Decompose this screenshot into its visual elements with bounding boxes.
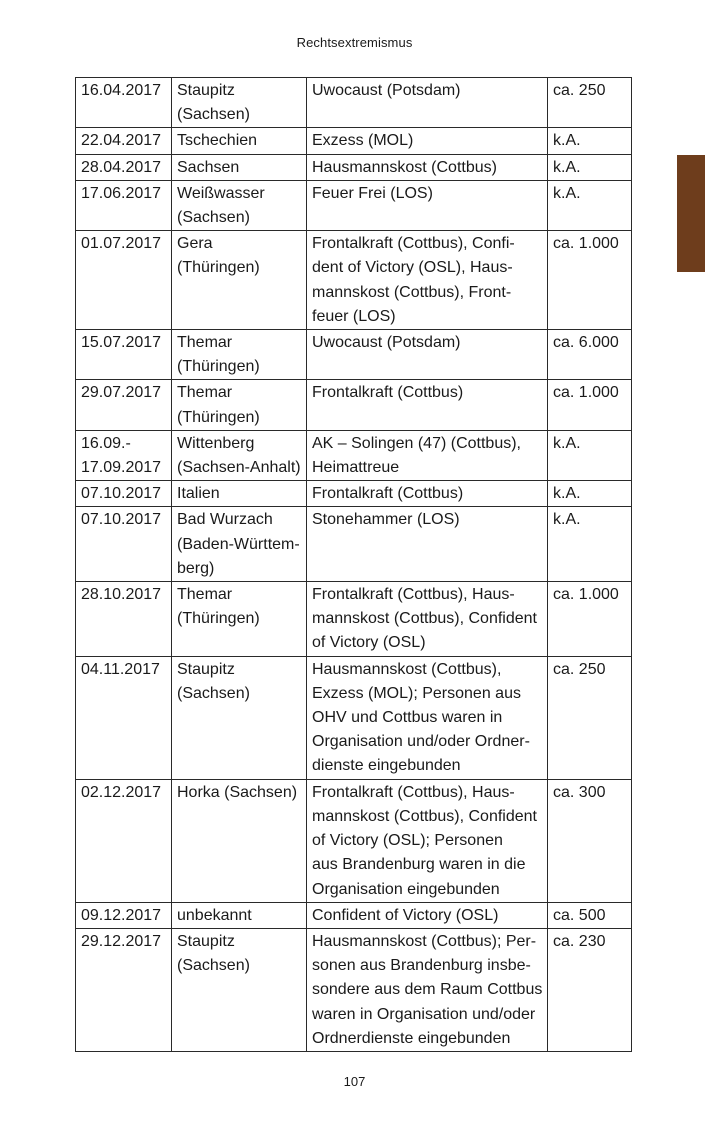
date-cell: 16.09.- 17.09.2017 <box>76 430 172 480</box>
date-cell: 17.06.2017 <box>76 180 172 230</box>
table-row <box>76 154 632 180</box>
bands-cell: AK – Solingen (47) (Cottbus), Heimattreue <box>307 430 548 480</box>
attendance-cell: ca. 1.000 <box>548 231 632 330</box>
place-cell: Staupitz (Sachsen) <box>172 656 307 779</box>
attendance-cell: k.A. <box>548 430 632 480</box>
bands-cell: Feuer Frei (LOS) <box>307 180 548 230</box>
bands-cell: Frontalkraft (Cottbus), Haus- mannskost (Cottbus), Confident of Victory (OSL); Personen aus Brandenburg waren in die Organisation eingebunden <box>307 779 548 902</box>
bands-cell: Exzess (MOL) <box>307 128 548 154</box>
place-cell: Horka (Sachsen) <box>172 779 307 902</box>
date-cell: 01.07.2017 <box>76 231 172 330</box>
date-cell: 28.10.2017 <box>76 582 172 657</box>
attendance-cell: ca. 1.000 <box>548 582 632 657</box>
place-cell: Themar (Thüringen) <box>172 330 307 380</box>
date-cell: 15.07.2017 <box>76 330 172 380</box>
bands-cell: Hausmannskost (Cottbus); Per- sonen aus Brandenburg insbe- sondere aus dem Raum Cottbus waren in Organisation und/oder Ordnerdienste eingebunden <box>307 928 548 1051</box>
bands-cell: Frontalkraft (Cottbus) <box>307 481 548 507</box>
date-cell: 16.04.2017 <box>76 78 172 128</box>
bands-cell: Stonehammer (LOS) <box>307 507 548 582</box>
date-cell: 28.04.2017 <box>76 154 172 180</box>
attendance-cell: k.A. <box>548 180 632 230</box>
table-row <box>76 231 632 330</box>
place-cell: Weißwasser (Sachsen) <box>172 180 307 230</box>
date-cell: 29.07.2017 <box>76 380 172 430</box>
place-cell: Italien <box>172 481 307 507</box>
date-cell: 07.10.2017 <box>76 481 172 507</box>
place-cell: Bad Wurzach (Baden-Württem- berg) <box>172 507 307 582</box>
date-cell: 29.12.2017 <box>76 928 172 1051</box>
place-cell: Tschechien <box>172 128 307 154</box>
table-row <box>76 902 632 928</box>
attendance-cell: k.A. <box>548 128 632 154</box>
date-cell: 04.11.2017 <box>76 656 172 779</box>
table-row <box>76 507 632 582</box>
table-row <box>76 128 632 154</box>
attendance-cell: ca. 230 <box>548 928 632 1051</box>
table-row <box>76 779 632 902</box>
table-row <box>76 430 632 480</box>
table-row <box>76 380 632 430</box>
attendance-cell: ca. 1.000 <box>548 380 632 430</box>
bands-cell: Confident of Victory (OSL) <box>307 902 548 928</box>
table-row <box>76 582 632 657</box>
attendance-cell: ca. 6.000 <box>548 330 632 380</box>
bands-cell: Frontalkraft (Cottbus), Confi- dent of Victory (OSL), Haus- mannskost (Cottbus), Front- feuer (LOS) <box>307 231 548 330</box>
chapter-side-tab <box>677 155 705 272</box>
bands-cell: Hausmannskost (Cottbus), Exzess (MOL); Personen aus OHV und Cottbus waren in Organisation und/oder Ordner- dienste eingebunden <box>307 656 548 779</box>
bands-cell: Uwocaust (Potsdam) <box>307 78 548 128</box>
place-cell: Themar (Thüringen) <box>172 380 307 430</box>
place-cell: Gera (Thüringen) <box>172 231 307 330</box>
table-row <box>76 180 632 230</box>
date-cell: 09.12.2017 <box>76 902 172 928</box>
attendance-cell: k.A. <box>548 507 632 582</box>
attendance-cell: ca. 300 <box>548 779 632 902</box>
concert-table <box>75 77 632 1052</box>
running-header: Rechtsextremismus <box>296 35 413 50</box>
bands-cell: Hausmannskost (Cottbus) <box>307 154 548 180</box>
table-row <box>76 330 632 380</box>
bands-cell: Frontalkraft (Cottbus) <box>307 380 548 430</box>
bands-cell: Frontalkraft (Cottbus), Haus- mannskost (Cottbus), Confident of Victory (OSL) <box>307 582 548 657</box>
date-cell: 07.10.2017 <box>76 507 172 582</box>
place-cell: Themar (Thüringen) <box>172 582 307 657</box>
place-cell: Staupitz (Sachsen) <box>172 78 307 128</box>
table-row <box>76 78 632 128</box>
attendance-cell: ca. 250 <box>548 78 632 128</box>
place-cell: Sachsen <box>172 154 307 180</box>
table-row <box>76 481 632 507</box>
attendance-cell: k.A. <box>548 154 632 180</box>
table-row <box>76 928 632 1051</box>
table-row <box>76 656 632 779</box>
place-cell: Staupitz (Sachsen) <box>172 928 307 1051</box>
bands-cell: Uwocaust (Potsdam) <box>307 330 548 380</box>
place-cell: unbekannt <box>172 902 307 928</box>
date-cell: 02.12.2017 <box>76 779 172 902</box>
table-body <box>76 78 632 1052</box>
date-cell: 22.04.2017 <box>76 128 172 154</box>
attendance-cell: ca. 250 <box>548 656 632 779</box>
place-cell: Wittenberg (Sachsen-Anhalt) <box>172 430 307 480</box>
page-number: 107 <box>343 1074 366 1089</box>
attendance-cell: ca. 500 <box>548 902 632 928</box>
attendance-cell: k.A. <box>548 481 632 507</box>
